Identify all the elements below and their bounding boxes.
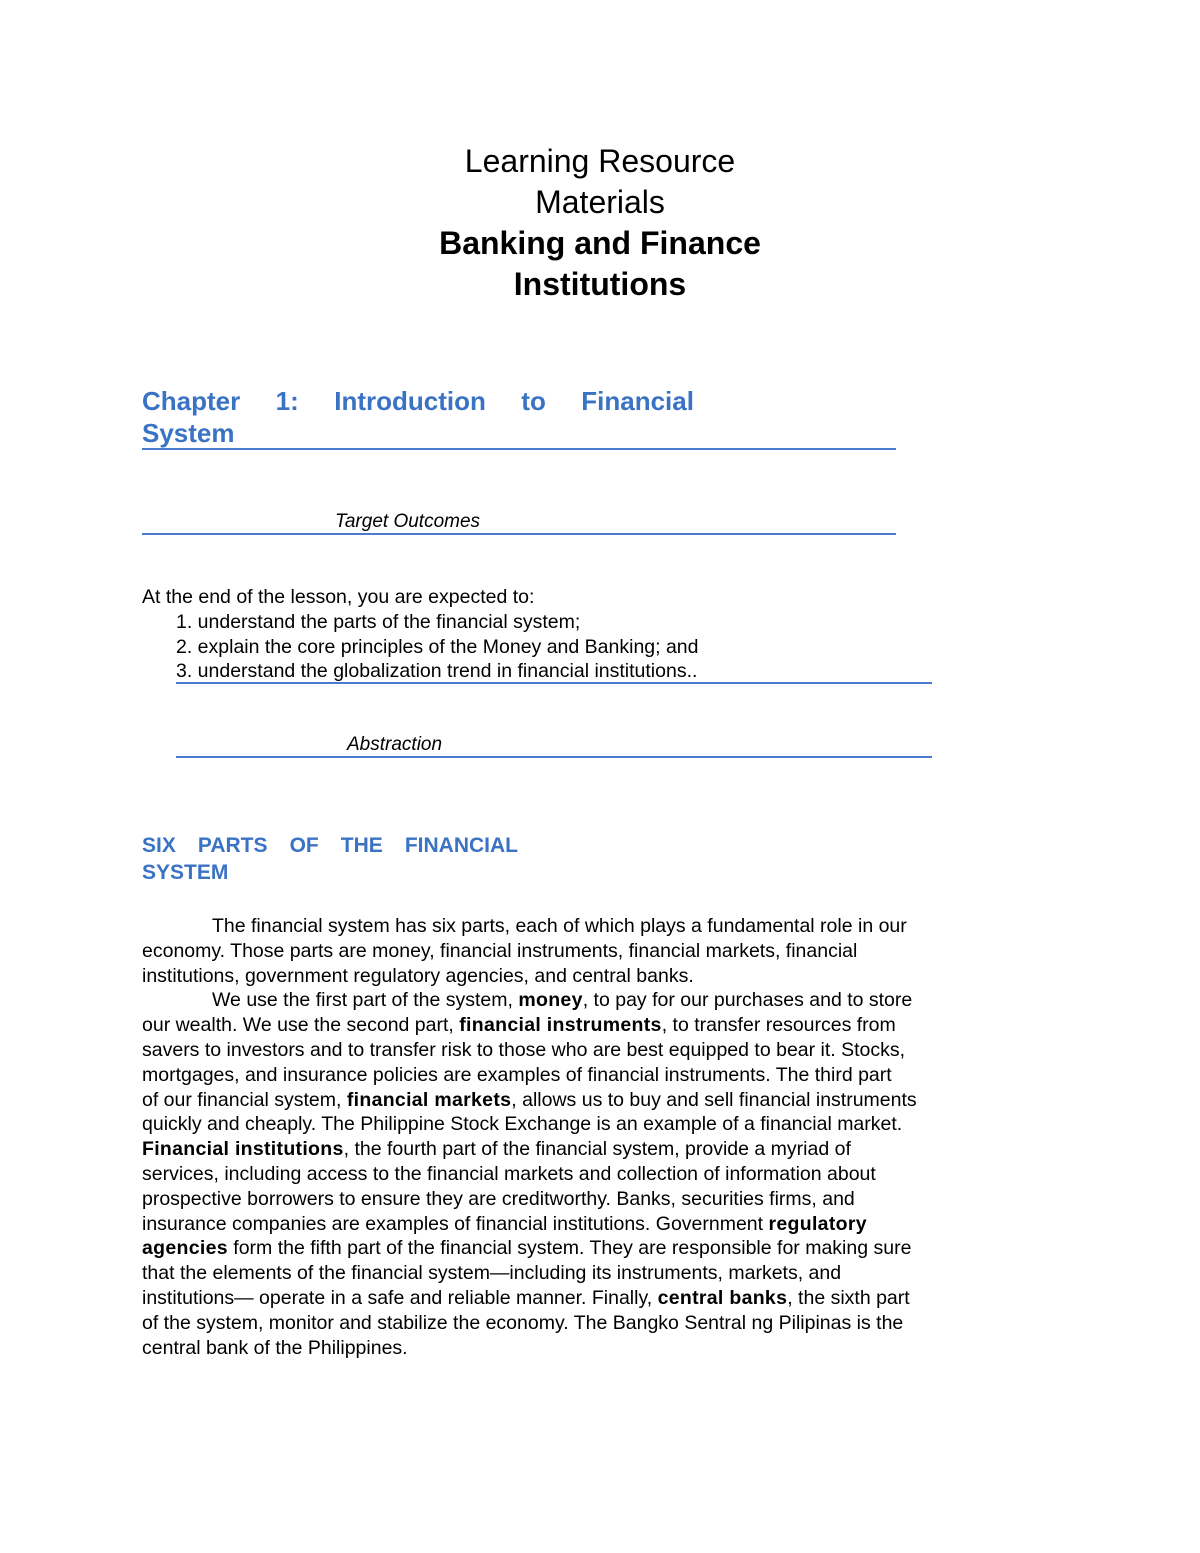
chapter-word: 1: — [275, 386, 299, 416]
paragraph-line: mortgages, and insurance policies are examples of financial instruments. The third part — [142, 1063, 892, 1086]
text-run: institutions— operate in a safe and reliable manner. Finally, — [142, 1286, 658, 1309]
keyword-agencies: agencies — [142, 1237, 228, 1260]
text-run: , the sixth part — [787, 1286, 910, 1309]
section-heading-line-2: SYSTEM — [142, 861, 229, 884]
chapter-word: to — [521, 386, 546, 416]
keyword-financial-markets: financial markets — [346, 1088, 512, 1111]
paragraph-line: prospective borrowers to ensure they are creditworthy. Banks, securities firms, and — [142, 1187, 855, 1210]
outcome-item-2: 2. explain the core principles of the Money and Banking; and — [176, 636, 699, 658]
chapter-heading-line-1 — [142, 385, 694, 417]
paragraph-line — [142, 1236, 1002, 1261]
title-line-3: Banking and Finance — [439, 225, 761, 261]
target-outcomes-rule — [142, 533, 896, 535]
paragraph-line: The financial system has six parts, each of which plays a fundamental role in our — [212, 915, 907, 937]
keyword-financial-instruments: financial instruments — [459, 1014, 662, 1037]
text-run: insurance companies are examples of financial institutions. Government — [142, 1212, 769, 1235]
title-line-1: Learning Resource — [464, 143, 736, 179]
paragraph-line — [142, 1212, 1002, 1237]
body-paragraph — [142, 914, 1002, 1360]
paragraph-line: savers to investors and to transfer risk to those who are best equipped to bear it. Stocks, — [142, 1038, 906, 1061]
target-outcomes-label: Target Outcomes — [335, 511, 481, 532]
keyword-money: money — [518, 989, 583, 1012]
text-run: , to transfer resources from — [661, 1014, 896, 1037]
paragraph-line: that the elements of the financial system—including its instruments, markets, and — [142, 1262, 842, 1285]
title-line-4: Institutions — [513, 266, 687, 302]
section-word: SIX — [142, 834, 176, 857]
intro-text: At the end of the lesson, you are expected to: — [142, 586, 535, 608]
paragraph-line — [142, 988, 1002, 1013]
paragraph-line: economy. Those parts are money, financial instruments, financial markets, financial — [142, 939, 858, 962]
paragraph-line — [142, 1088, 1002, 1113]
text-run: , allows us to buy and sell financial instruments — [511, 1088, 917, 1111]
text-run: , the fourth part of the financial system, provide a myriad of — [343, 1138, 851, 1161]
text-run: , to pay for our purchases and to store — [582, 989, 913, 1012]
text-run: We use the first part of the system, — [212, 989, 519, 1012]
paragraph-line — [142, 1286, 1002, 1311]
section-word: FINANCIAL — [404, 834, 518, 857]
outcome-item-1: 1. understand the parts of the financial system; — [176, 611, 581, 633]
chapter-underline — [142, 448, 896, 450]
chapter-heading-line-2: System — [142, 418, 235, 448]
abstraction-label: Abstraction — [347, 734, 443, 755]
paragraph-line — [142, 1013, 1002, 1038]
chapter-heading — [142, 385, 694, 449]
keyword-regulatory: regulatory — [768, 1212, 867, 1235]
chapter-word: Financial — [581, 386, 694, 416]
title-line-2: Materials — [535, 184, 665, 220]
chapter-word: Introduction — [334, 386, 486, 416]
chapter-word: Chapter — [142, 386, 241, 416]
text-run: of our financial system, — [142, 1088, 347, 1111]
outcome-item-3: 3. understand the globalization trend in financial institutions.. — [176, 660, 698, 682]
keyword-central-banks: central banks — [657, 1286, 788, 1309]
keyword-financial-institutions: Financial institutions — [142, 1138, 344, 1161]
section-word: THE — [340, 834, 383, 857]
abstraction-rule — [176, 756, 932, 758]
section-heading — [142, 832, 518, 886]
paragraph-line: services, including access to the financial markets and collection of information about — [142, 1162, 876, 1185]
paragraph-line: quickly and cheaply. The Philippine Stock Exchange is an example of a financial market. — [142, 1113, 903, 1136]
text-run: form the fifth part of the financial system. They are responsible for making sure — [227, 1237, 912, 1260]
paragraph-line: central bank of the Philippines. — [142, 1336, 408, 1359]
text-run: our wealth. We use the second part, — [142, 1014, 460, 1037]
section-word: OF — [289, 834, 319, 857]
paragraph-line — [142, 1137, 1002, 1162]
section-heading-line-1 — [142, 832, 518, 859]
paragraph-line: of the system, monitor and stabilize the economy. The Bangko Sentral ng Pilipinas is the — [142, 1311, 904, 1334]
paragraph-line: institutions, government regulatory agencies, and central banks. — [142, 964, 694, 987]
section-word: PARTS — [197, 834, 268, 857]
outcomes-rule — [176, 682, 932, 684]
